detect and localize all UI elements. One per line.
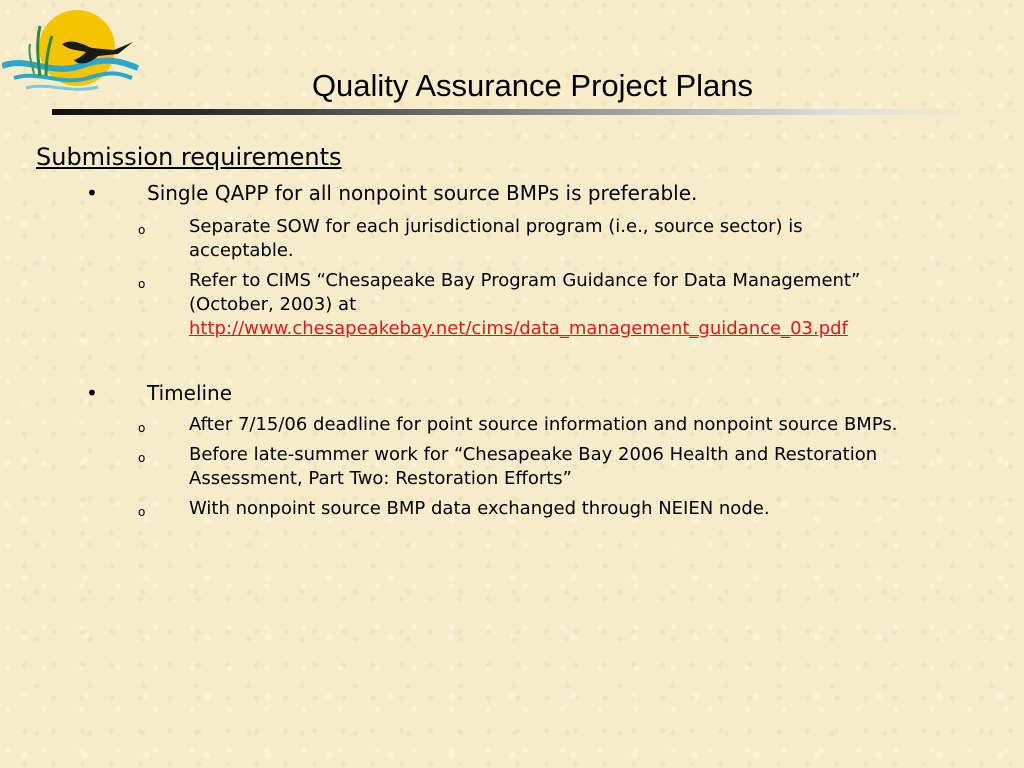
chesapeake-bay-logo-icon [2,4,142,94]
sub-bullet-line: Refer to CIMS “Chesapeake Bay Program Guidance for Data Management” [189,270,861,291]
bullet-text: Single QAPP for all nonpoint source BMPs is preferable. [147,181,698,205]
sub-bullet-marker: o [138,277,146,291]
sub-bullet-line: Separate SOW for each jurisdictional program (i.e., source sector) is [189,216,803,237]
bullet-single-qapp [86,180,698,206]
bullet-marker: • [86,381,98,405]
section-heading: Submission requirements [36,143,342,171]
sub-bullet-line: Before late-summer work for “Chesapeake Bay 2006 Health and Restoration [189,444,878,465]
sub-bullet-line: After 7/15/06 deadline for point source information and nonpoint source BMPs. [189,414,898,435]
sub-bullet-line: Assessment, Part Two: Restoration Efforts” [189,468,573,489]
title-underline-divider [52,109,974,115]
bullet-text: Timeline [147,381,233,405]
sub-bullet-marker: o [138,451,146,465]
sub-bullet-line: With nonpoint source BMP data exchanged through NEIEN node. [189,498,770,519]
bullet-timeline [86,380,233,406]
water-wave-3 [26,86,98,89]
slide-title: Quality Assurance Project Plans [311,68,754,103]
sub-bullet-line: acceptable. [189,240,294,261]
sub-bullet-marker: o [138,505,146,519]
bullet-marker: • [86,181,98,205]
reed-3 [29,44,34,74]
sub-bullet-marker: o [138,421,146,435]
sub-bullet-marker: o [138,223,146,237]
sub-bullet-line: (October, 2003) at [189,294,357,315]
data-management-guidance-link[interactable]: http://www.chesapeakebay.net/cims/data_management_guidance_03.pdf [189,318,848,339]
